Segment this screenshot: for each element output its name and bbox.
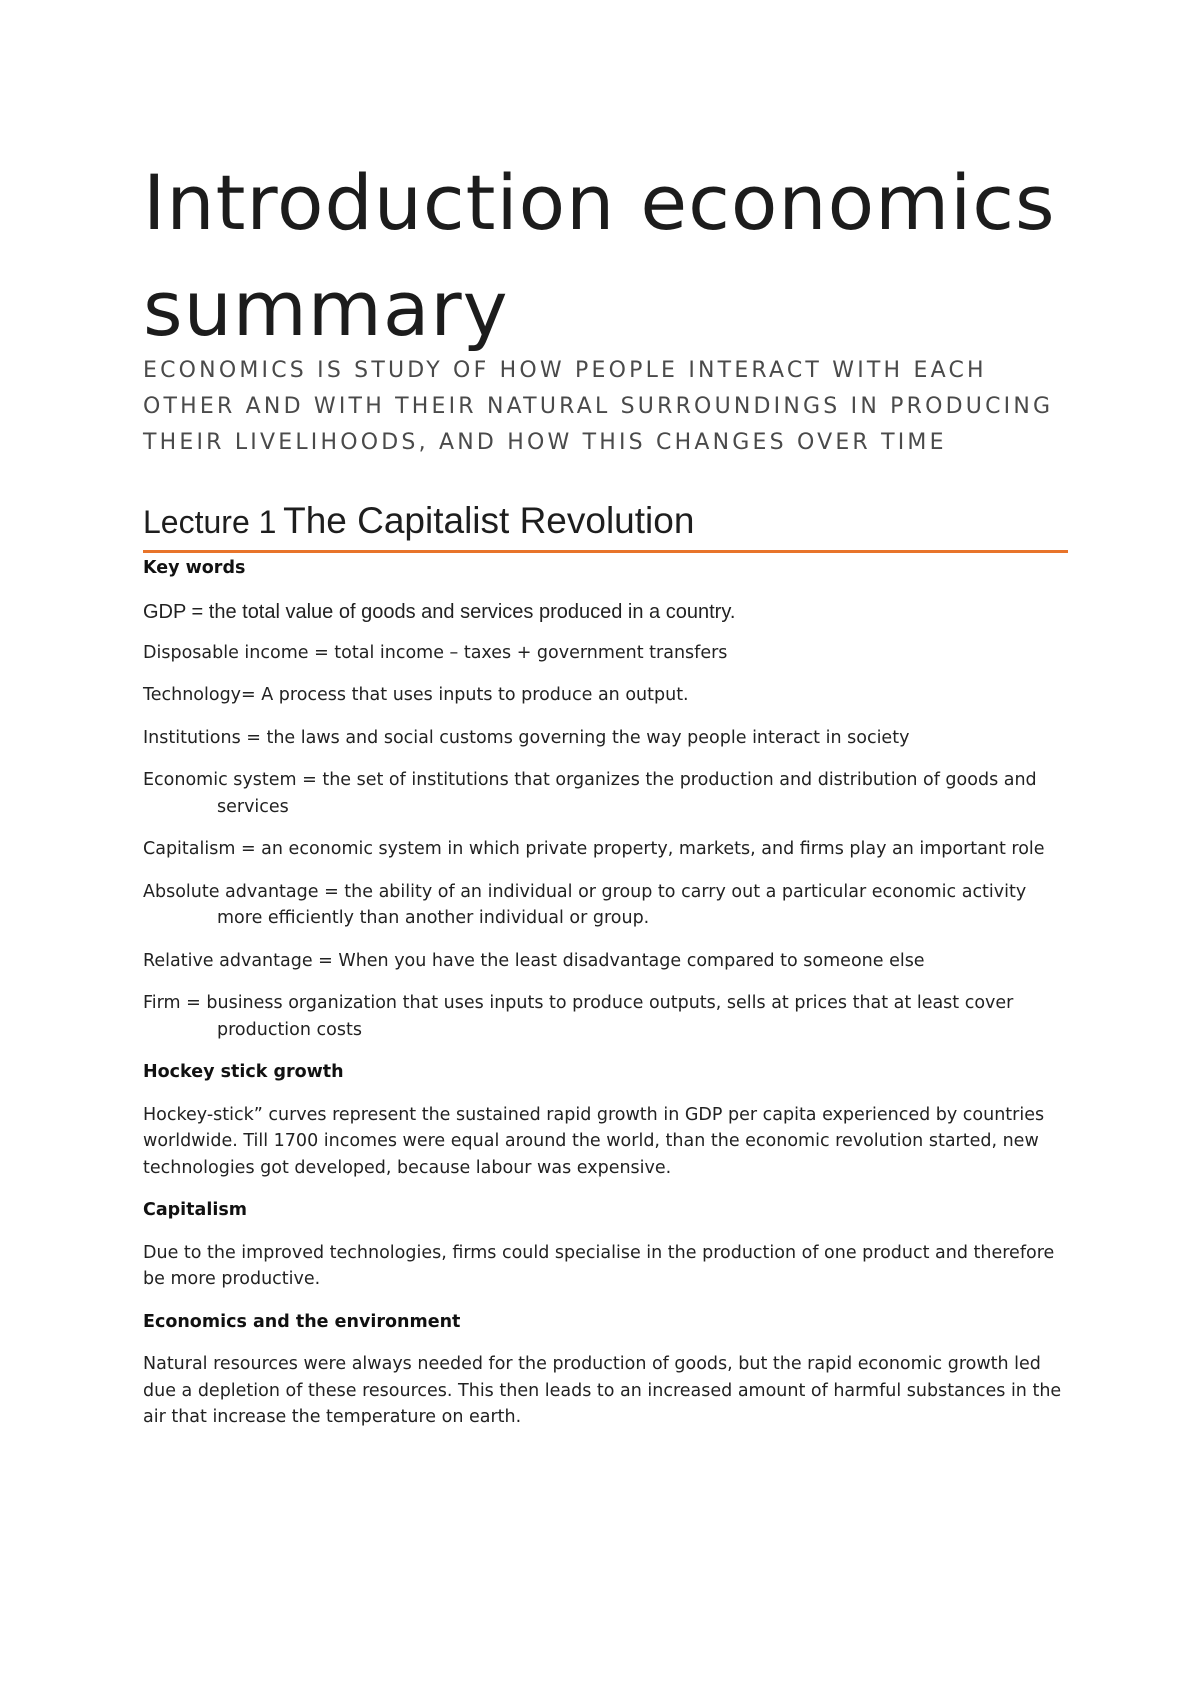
definition-absolute-advantage: Absolute advantage = the ability of an individual or group to carry out a particular economic activity more efficiently than another individual or group.: [143, 881, 1027, 928]
definition-economic-system: Economic system = the set of institutions that organizes the production and distribution of goods and services: [143, 770, 1037, 817]
definition-capitalism: Capitalism = an economic system in which private property, markets, and firms play an important role: [143, 839, 1045, 859]
gdp-definition: GDP = the total value of goods and services produced in a country.: [143, 600, 736, 623]
lecture-number: Lecture 1: [143, 504, 277, 540]
definition-disposable-income: Disposable income = total income – taxes + government transfers: [143, 642, 728, 663]
key-words-heading: Key words: [143, 558, 246, 578]
document-title: Introduction economics summary: [143, 158, 1056, 353]
section-heading-capitalism: Capitalism: [143, 1200, 248, 1220]
definition-institutions: Institutions = the laws and social customs governing the way people interact in society: [143, 727, 910, 748]
lecture-title: The Capitalist Revolution: [283, 500, 695, 541]
lecture-heading: [143, 499, 1068, 553]
section-heading-hockey-stick: Hockey stick growth: [143, 1062, 344, 1082]
definition-firm: Firm = business organization that uses inputs to produce outputs, sells at prices that at least cover production costs: [143, 993, 1014, 1040]
document-subtitle: ECONOMICS IS STUDY OF HOW PEOPLE INTERACT WITH EACH OTHER AND WITH THEIR NATURAL SURROUNDINGS IN PRODUCING THEIR LIVELIHOODS, AND HOW THIS CHANGES OVER TIME: [143, 358, 1054, 455]
section-text-hockey-stick: Hockey-stick” curves represent the sustained rapid growth in GDP per capita experienced by countries worldwide. Till 1700 incomes were equal around the world, than the economic revolution started, new technologies got developed, because labour was expensive.: [143, 1104, 1045, 1178]
section-text-capitalism: Due to the improved technologies, firms could specialise in the production of one product and therefore be more productive.: [143, 1242, 1055, 1289]
definition-technology: Technology= A process that uses inputs to produce an output.: [143, 685, 689, 705]
section-heading-environment: Economics and the environment: [143, 1311, 461, 1332]
section-text-environment: Natural resources were always needed for the production of goods, but the rapid economic growth led due a depletion of these resources. This then leads to an increased amount of harmful substances in the air that increase the temperature on earth.: [143, 1354, 1062, 1427]
definition-relative-advantage: Relative advantage = When you have the least disadvantage compared to someone else: [143, 950, 925, 971]
document-body: [143, 555, 1068, 1447]
